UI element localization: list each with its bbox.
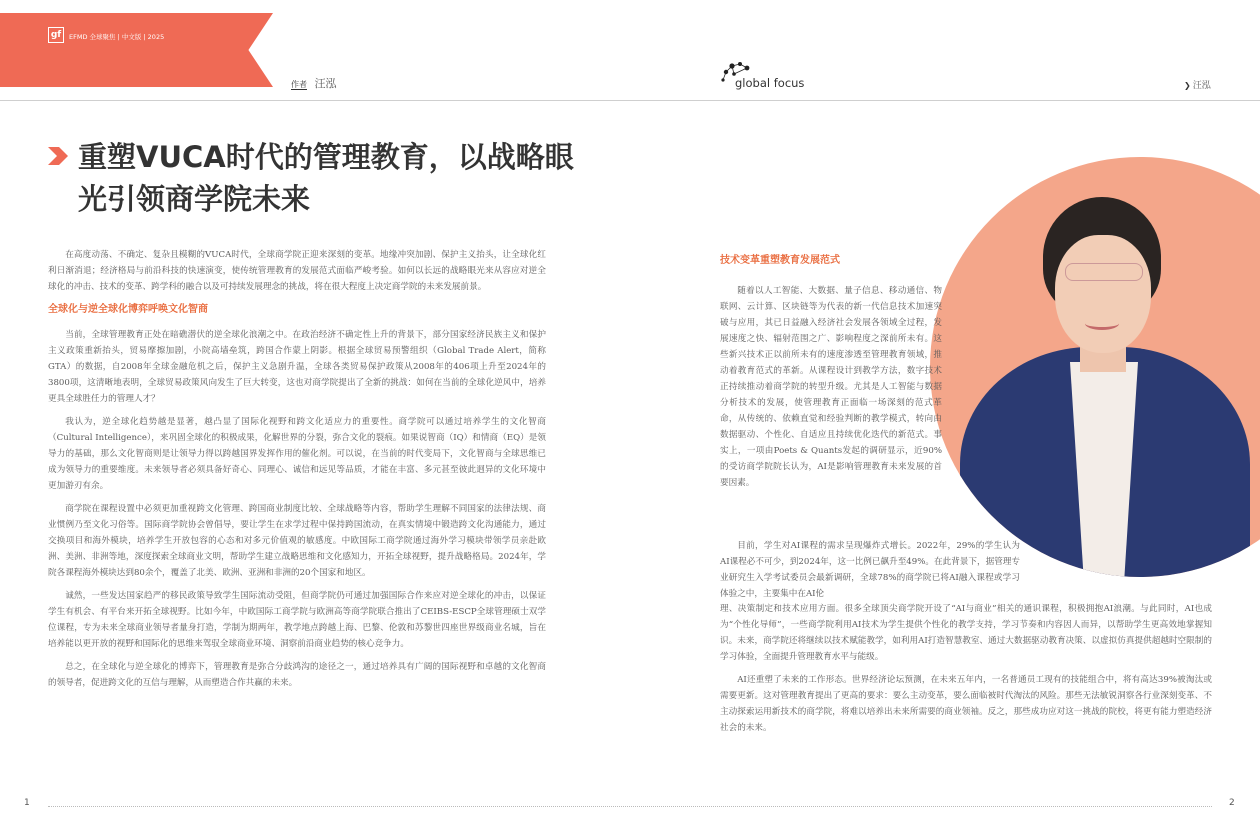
page-number-left: 1 <box>24 798 30 808</box>
gf-logo-icon: gf <box>48 27 64 43</box>
footer-divider <box>48 806 1212 807</box>
author-byline <box>291 75 337 91</box>
paragraph: 总之，在全球化与逆全球化的博弈下，管理教育是弥合分歧鸿沟的途径之一，通过培养具有广阔的国际视野和卓越的文化智商的领导者，促进跨文化的互信与理解，从而塑造合作共赢的未来。 <box>48 662 546 688</box>
paragraph: 随着以人工智能、大数据、量子信息、移动通信、物联网、云计算、区块链等为代表的新一代信息技术加速突破与应用，其已日益融入经济社会发展各领域全过程，发展速度之快、辐射范围之广、影响程度之深前所未有。这些新兴技术正以前所未有的速度渗透至管理教育领域，推动着教育范式的革新。从课程设计到教学方法，数字技术正持续推动着商学院的转型升级。尤其是人工智能与数据分析技术的发展，使管理教育正面临一场深刻的范式革命，从传统的、依赖直觉和经验判断的教学模式，转向由数据驱动、个性化、自适应且持续优化迭代的新范式。事实上，一项由Poets & Quants发起的调研显示，近90%的受访商学院院长认为，AI是影响管理教育未来发展的首要因素。 <box>720 286 942 488</box>
page-number-right: 2 <box>1229 798 1235 808</box>
paragraph: 我认为，逆全球化趋势越是显著，越凸显了国际化视野和跨文化适应力的重要性。商学院可以通过培养学生的文化智商（Cultural Intelligence），来巩固全球化的积极成果，化解世界的分裂，弥合文化的裂痕。如果说智商（IQ）和情商（EQ）是领导力的基础，那么文化智商则是让领导力得以跨越国界发挥作用的催化剂。可以说，在当前的时代变局下，文化智商与全球思维已成为领导力的重要维度。未来领导者必须具备好奇心、同理心、诚信和远见等品质，才能在丰富、多元甚至彼此迥异的文化环境中更加游刃有余。 <box>48 417 546 491</box>
right-column-middle <box>720 538 1020 609</box>
right-author-name: 汪泓 <box>1192 81 1211 91</box>
portrait-face <box>1055 235 1151 353</box>
right-byline <box>1184 78 1211 91</box>
author-name: 汪泓 <box>314 77 337 90</box>
right-column-bottom <box>720 601 1212 743</box>
brand-name: global focus <box>735 76 805 90</box>
publication-label: EFMD 全球聚焦 | 中文版 | 2025 <box>69 33 165 41</box>
author-portrait <box>930 157 1260 577</box>
left-column <box>48 247 546 698</box>
header-banner <box>0 13 273 87</box>
section-heading-technology: 技术变革重塑教育发展范式 <box>720 255 840 266</box>
article-title: 重塑VUCA时代的管理教育，以战略眼光引领商学院未来 <box>78 140 574 216</box>
author-label: 作者 <box>291 80 307 89</box>
paragraph: 当前，全球管理教育正处在暗礁潜伏的逆全球化浪潮之中。在政治经济不确定性上升的背景下，部分国家经济民族主义和保护主义政策重新抬头，贸易摩擦加剧，小院高墙垒筑，跨国合作蒙上阴影。根据全球贸易预警组织（Global Trade Alert，简称GTA）的数据，自2008年全球金融危机之后，保护主义急剧升温，全球各类贸易保护政策从2008年的406项上升至2024年的3800项，这清晰地表明，全球贸易政策风向发生了巨大转变，这也对商学院提出了全新的挑战：如何在当前的全球化逆风中，培养更具全球胜任力的管理人才？ <box>48 330 546 404</box>
portrait-smile <box>1085 317 1119 330</box>
paragraph: 理、决策制定和技术应用方面。很多全球顶尖商学院开设了“AI与商业”相关的通识课程，积极拥抱AI浪潮。与此同时，AI也成为“个性化导师”，一些商学院利用AI技术为学生提供个性化的教学支持，学习节奏和内容因人而异，以帮助学生更高效地掌握知识。未来，商学院还将继续以技术赋能教学，如利用AI打造智慧教室、通过大数据驱动教育决策、以虚拟仿真提供超越时空限制的学习体验，全面提升管理教育水平与能级。 <box>720 604 1212 662</box>
paragraph: 诚然，一些发达国家趋严的移民政策导致学生国际流动受阻，但商学院仍可通过加强国际合作来应对逆全球化的冲击，以保证学生有机会、有平台来开拓全球视野。比如今年，中欧国际工商学院与欧洲高等商学院联合推出了CEIBS-ESCP全球管理硕士双学位课程，专为未来全球商业领导者量身打造，学制为期两年，教学地点跨越上海、巴黎、伦敦和苏黎世四座世界级商业名城，旨在培养能以更开放的视野和国际化的思维来驾驭全球商业环境、洞察前沿商业趋势的核心竞争力。 <box>48 591 546 649</box>
paragraph: AI还重塑了未来的工作形态。世界经济论坛预测，在未来五年内，一名普通员工现有的技能组合中，将有高达39%被淘汰或需要更新。这对管理教育提出了更高的要求：要么主动变革，要么面临被时代淘汰的风险。那些无法敏锐洞察各行业深刻变革、不主动探索运用新技术的商学院，将难以培养出未来所需要的商业领袖。反之，那些成功应对这一挑战的院校，将更有能力塑造经济社会的未来。 <box>720 675 1212 733</box>
chevron-right-icon: ❯ <box>1184 81 1191 90</box>
paragraph: 商学院在课程设置中必须更加重视跨文化管理、跨国商业制度比较、全球战略等内容，帮助学生理解不同国家的法律法规、商业惯例乃至文化习俗等。国际商学院协会曾倡导，要让学生在求学过程中保持跨国流动，在真实情境中锻造跨文化沟通能力，通过交换项目和海外模块，培养学生开放包容的心态和对多元价值观的敏感度。中欧国际工商学院通过海外学习模块带领学员亲赴欧洲、美洲、非洲等地，深度探索全球商业文明，帮助学生建立战略思维和文化感知力，开拓全球视野，提升战略格局。2024年，学院各课程海外模块达到80余个，覆盖了北美、欧洲、亚洲和非洲的20个国家和地区。 <box>48 504 546 578</box>
right-column-top <box>720 283 942 498</box>
paragraph: 目前，学生对AI课程的需求呈现爆炸式增长。2022年，29%的学生认为AI课程必不可少，到2024年，这一比例已飙升至49%。在此背景下，据管理专业研究生入学考试委员会最新调研，全球78%的商学院已将AI融入课程或学习体验之中，主要集中在AI伦 <box>720 541 1020 599</box>
section-heading-globalization: 全球化与逆全球化博弈呼唤文化智商 <box>48 304 208 315</box>
intro-paragraph: 在高度动荡、不确定、复杂且模糊的VUCA时代，全球商学院正迎来深刻的变革。地缘冲突加剧、保护主义抬头，让全球化红利日渐消退；经济格局与前沿科技的快速演变，使传统管理教育的发展范式面临严峻考验。如何以长远的战略眼光来从容应对逆全球化的冲击、技术的变革、跨学科的融合以及可持续发展理念的挑战，将在很大程度上决定商学院的未来发展前景。 <box>48 250 546 292</box>
header-divider <box>0 100 1260 101</box>
title-chevron-icon <box>48 147 68 165</box>
portrait-glasses <box>1065 263 1143 281</box>
